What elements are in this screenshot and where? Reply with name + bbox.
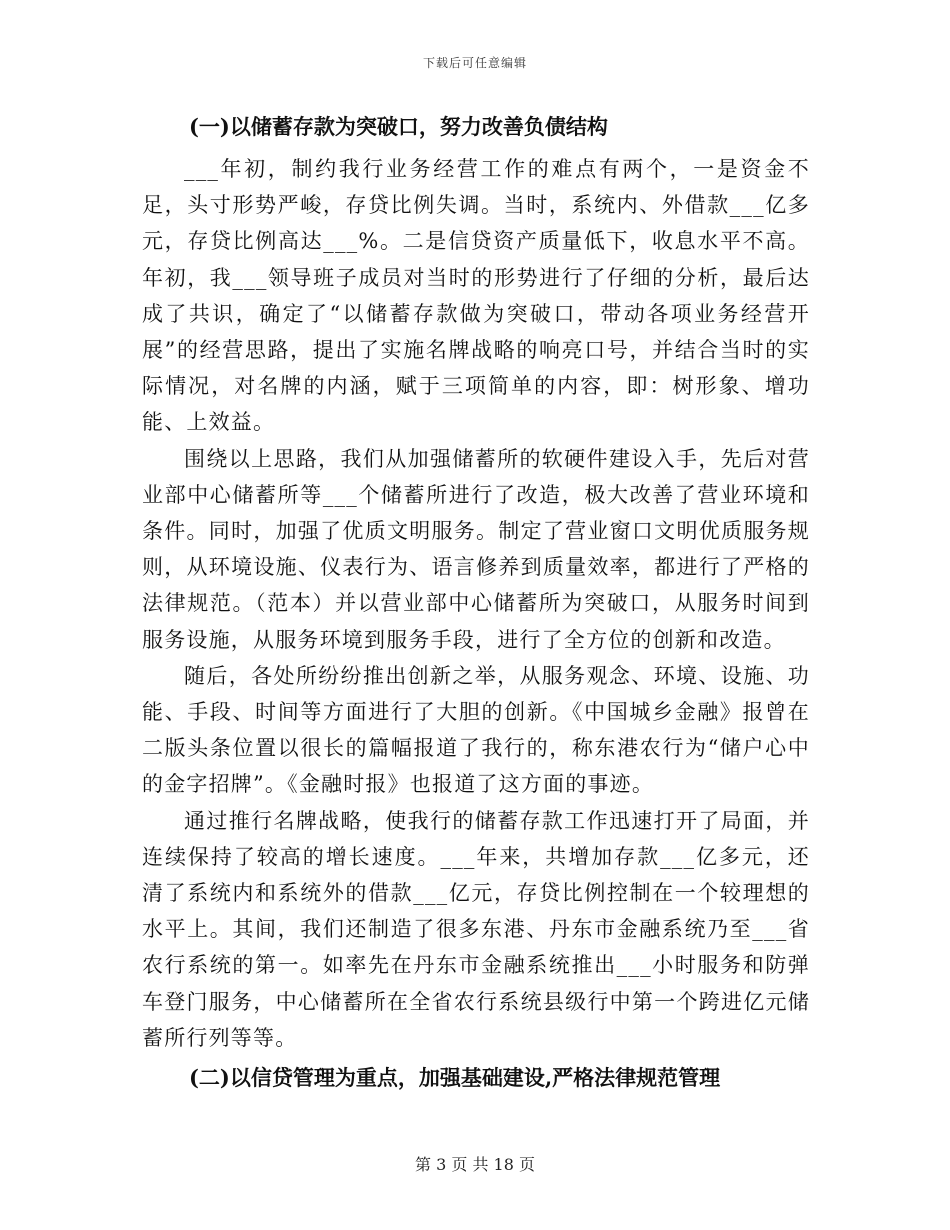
header-note: 下载后可任意编辑	[422, 56, 527, 70]
paragraph-3: 随后，各处所纷纷推出创新之举，从服务观念、环境、设施、功能、手段、时间等方面进行了大胆的创新。《中国城乡金融》报曾在二版头条位置以很长的篇幅报道了我行的，称东港农行为“储户心中的金字招牌”。《金融时报》也报道了这方面的事迹。	[142, 663, 810, 797]
paragraph-2: 围绕以上思路，我们从加强储蓄所的软硬件建设入手，先后对营业部中心储蓄所等___个储蓄所进行了改造，极大改善了营业环境和条件。同时，加强了优质文明服务。制定了营业窗口文明优质服务规则，从环境设施、仪表行为、语言修养到质量效率，都进行了严格的法律规范。（范本）并以营业部中心储蓄所为突破口，从服务时间到服务设施，从服务环境到服务手段，进行了全方位的创新和改造。	[142, 446, 810, 652]
paragraph-1: ___年初，制约我行业务经营工作的难点有两个，一是资金不足，头寸形势严峻，存贷比例失调。当时，系统内、外借款___亿多元，存贷比例高达___%。二是信贷资产质量低下，收息水平不高。年初，我___领导班子成员对当时的形势进行了仔细的分析，最后达成了共识，确定了“以储蓄存款做为突破口，带动各项业务经营开展”的经营思路，提出了实施名牌战略的响亮口号，并结合当时的实际情况，对名牌的内涵，赋于三项简单的内容，即：树形象、增功能、上效益。	[142, 157, 810, 435]
section-heading-1: (一)以储蓄存款为突破口，努力改善负债结构	[189, 114, 608, 139]
section-heading-2: (二)以信贷管理为重点，加强基础建设,严格法律规范管理	[189, 1065, 721, 1091]
page-number: 第 3 页 共 18 页	[415, 1155, 535, 1174]
paragraph-4: 通过推行名牌战略，使我行的储蓄存款工作迅速打开了局面，并连续保持了较高的增长速度。___年来，共增加存款___亿多元，还清了系统内和系统外的借款___亿元，存贷比例控制在一个较理想的水平上。其间，我们还制造了很多东港、丹东市金融系统乃至___省农行系统的第一。如率先在丹东市金融系统推出___小时服务和防弹车登门服务，中心储蓄所在全省农行系统县级行中第一个跨进亿元储蓄所行列等等。	[142, 808, 810, 1050]
document-body	[142, 110, 810, 1102]
